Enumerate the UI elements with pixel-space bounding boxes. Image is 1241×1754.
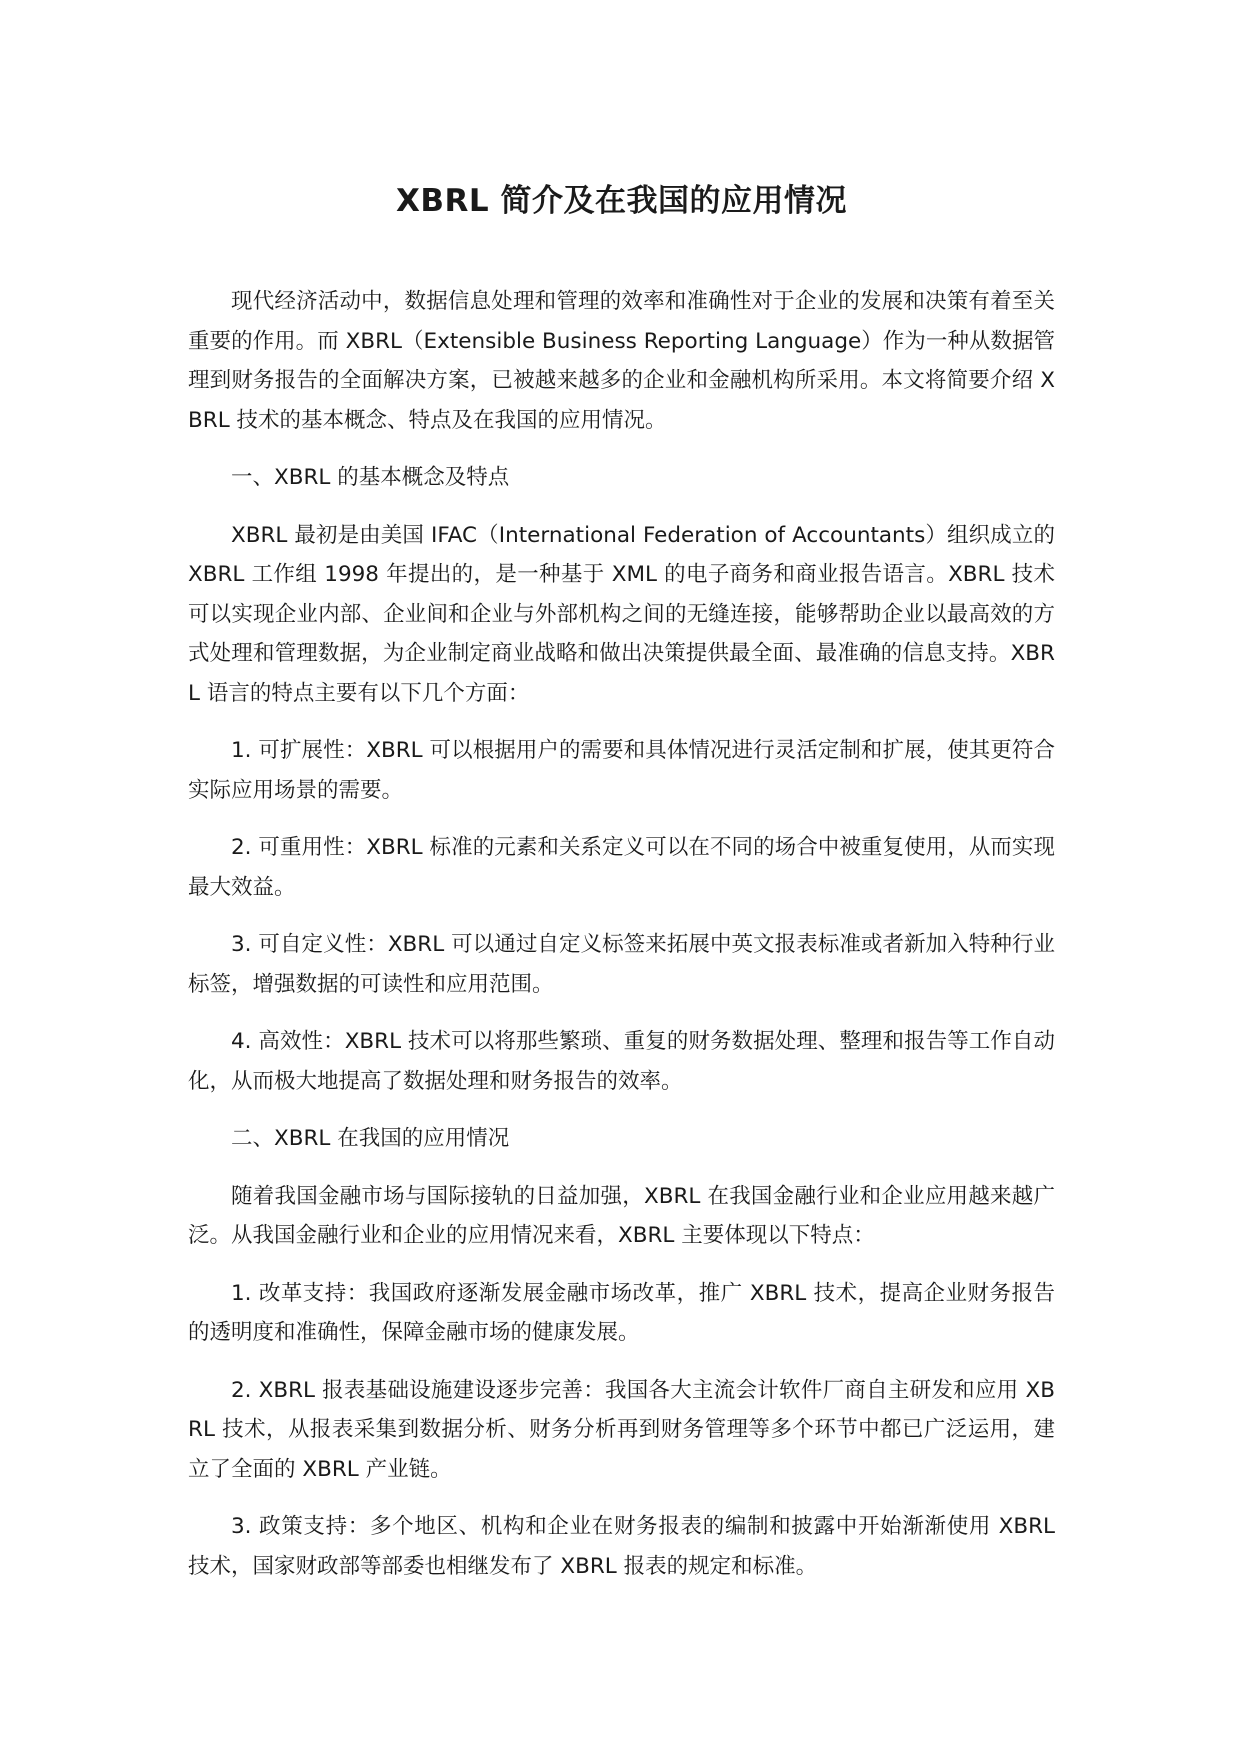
section-1-item-3: 3. 可自定义性：XBRL 可以通过自定义标签来拓展中英文报表标准或者新加入特种行业标签，增强数据的可读性和应用范围。 [188, 932, 1055, 997]
section-2-item-2: 2. XBRL 报表基础设施建设逐步完善：我国各大主流会计软件厂商自主研发和应用 XBRL 技术，从报表采集到数据分析、财务分析再到财务管理等多个环节中都已广泛运用，建立了全面的 XBRL 产业链。 [188, 1377, 1055, 1482]
section-1-item-4: 4. 高效性：XBRL 技术可以将那些繁琐、重复的财务数据处理、整理和报告等工作自动化，从而极大地提高了数据处理和财务报告的效率。 [188, 1029, 1055, 1094]
section-1-item-2: 2. 可重用性：XBRL 标准的元素和关系定义可以在不同的场合中被重复使用，从而实现最大效益。 [188, 835, 1055, 900]
document-body [188, 282, 1055, 1586]
section-heading-2: 二、XBRL 在我国的应用情况 [231, 1126, 510, 1151]
section-1-item-1: 1. 可扩展性：XBRL 可以根据用户的需要和具体情况进行灵活定制和扩展，使其更符合实际应用场景的需要。 [188, 738, 1055, 803]
section-2-paragraph: 随着我国金融市场与国际接轨的日益加强，XBRL 在我国金融行业和企业应用越来越广泛。从我国金融行业和企业的应用情况来看，XBRL 主要体现以下特点： [188, 1183, 1055, 1248]
section-1-paragraph: XBRL 最初是由美国 IFAC（International Federation of Accountants）组织成立的 XBRL 工作组 1998 年提出的，是一种基于 XML 的电子商务和商业报告语言。XBRL 技术可以实现企业内部、企业间和企业与外部机构之间的无缝连接，能够帮助企业以最高效的方式处理和管理数据，为企业制定商业战略和做出决策提供最全面、最准确的信息支持。XBRL 语言的特点主要有以下几个方面： [188, 522, 1055, 706]
section-2-item-3: 3. 政策支持：多个地区、机构和企业在财务报表的编制和披露中开始渐渐使用 XBRL 技术，国家财政部等部委也相继发布了 XBRL 报表的规定和标准。 [188, 1514, 1055, 1579]
document-title: XBRL 简介及在我国的应用情况 [396, 183, 847, 219]
section-heading-1: 一、XBRL 的基本概念及特点 [231, 465, 510, 490]
section-2-item-1: 1. 改革支持：我国政府逐渐发展金融市场改革，推广 XBRL 技术，提高企业财务报告的透明度和准确性，保障金融市场的健康发展。 [188, 1280, 1055, 1345]
intro-paragraph: 现代经济活动中，数据信息处理和管理的效率和准确性对于企业的发展和决策有着至关重要的作用。而 XBRL（Extensible Business Reporting Language）作为一种从数据管理到财务报告的全面解决方案，已被越来越多的企业和金融机构所采用。本文将简要介绍 XBRL 技术的基本概念、特点及在我国的应用情况。 [188, 289, 1055, 433]
